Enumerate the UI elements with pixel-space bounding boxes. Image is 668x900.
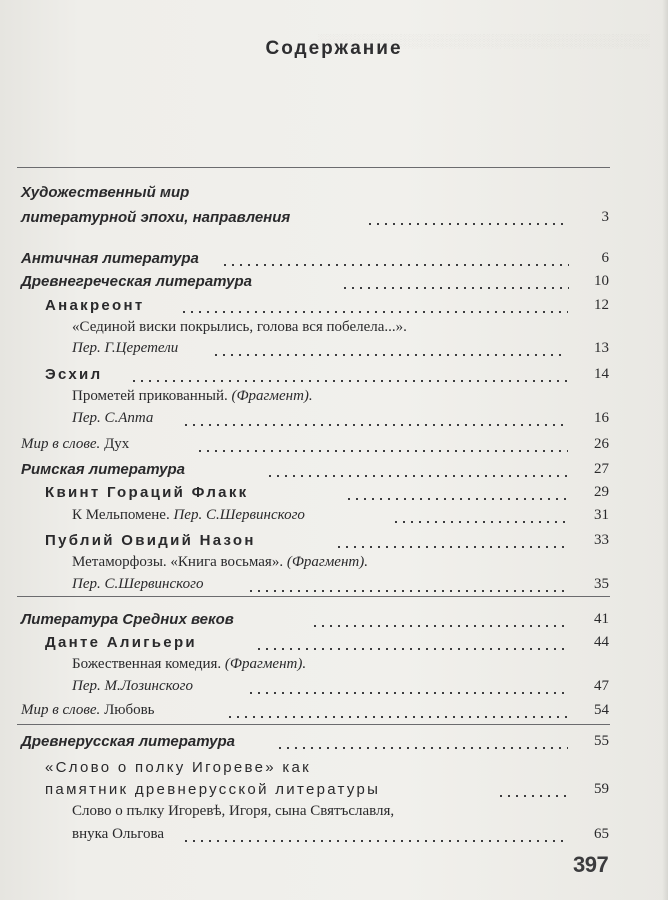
toc-entry-page: 26 <box>594 436 609 452</box>
toc-entry <box>21 733 609 753</box>
toc-entry-title-note: (Фрагмент). <box>231 388 313 404</box>
bleed-through-text: ░░░░░░░░░░░░░░░░░░░░░░░░░░░░░░░░░░░░ <box>318 33 650 48</box>
toc-entry <box>72 826 609 846</box>
toc-entry <box>72 410 609 430</box>
toc-entry <box>21 209 609 229</box>
toc-entry-title: Публий Овидий Назон <box>45 532 256 549</box>
toc-entry-title-main: К Мельпомене. <box>72 507 170 523</box>
toc-entry-title: «Слово о полку Игореве» как <box>45 759 312 776</box>
toc-entry-title: Античная литература <box>21 250 199 267</box>
leader-dots <box>341 273 569 293</box>
leader-dots <box>392 507 566 527</box>
toc-entry <box>72 340 609 360</box>
toc-entry-title-main: Мир в слове. <box>21 702 101 718</box>
toc-entry-page: 16 <box>594 410 609 426</box>
toc-entry-title <box>72 554 368 571</box>
toc-entry-page: 35 <box>594 576 609 592</box>
toc-entry-page: 10 <box>594 273 609 289</box>
toc-entry <box>21 702 609 722</box>
toc-entry <box>72 656 609 676</box>
toc-entry <box>72 388 609 408</box>
toc-entry-page: 6 <box>601 250 609 266</box>
toc-entry <box>21 436 609 456</box>
leader-dots <box>196 436 568 456</box>
toc-entry-title: Данте Алигьери <box>45 634 197 651</box>
toc-entry-title-main: Метаморфозы. «Книга восьмая». <box>72 554 284 570</box>
toc-entry-title: Квинт Гораций Флакк <box>45 484 249 501</box>
toc-entry-title-note: Дух <box>104 436 130 452</box>
toc-entry-page: 59 <box>594 781 609 797</box>
toc-entry-page: 54 <box>594 702 609 718</box>
toc-entry <box>21 250 609 270</box>
toc-entry-title: Древнерусская литература <box>21 733 236 750</box>
toc-entry <box>72 507 609 527</box>
leader-dots <box>221 250 569 270</box>
toc-entry-page: 41 <box>594 611 609 627</box>
leader-dots <box>247 576 566 596</box>
toc-entry-title: Древнегреческая литература <box>21 273 252 290</box>
section-divider <box>17 167 610 168</box>
leader-dots <box>345 484 569 504</box>
leader-dots <box>276 733 568 753</box>
leader-dots <box>366 209 568 229</box>
leader-dots <box>212 340 566 360</box>
toc-entry-title: Пер. С.Апта <box>72 410 154 426</box>
toc-entry-page: 12 <box>594 297 609 313</box>
leader-dots <box>226 702 568 722</box>
toc-entry-title-note: Пер. С.Шервинского <box>173 507 305 523</box>
toc-entry <box>72 319 609 339</box>
toc-entry-title <box>72 507 305 524</box>
toc-entry-title <box>72 388 313 405</box>
toc-entry <box>72 576 609 596</box>
toc-entry-title <box>21 702 155 719</box>
toc-entry-title-note: (Фрагмент). <box>286 554 368 570</box>
toc-entry-page: 31 <box>594 507 609 523</box>
leader-dots <box>182 410 566 430</box>
leader-dots <box>130 366 568 386</box>
leader-dots <box>255 634 569 654</box>
leader-dots <box>182 826 566 846</box>
toc-entry-title <box>72 656 306 673</box>
toc-entry <box>45 366 609 386</box>
toc-entry-title: Эсхил <box>45 366 103 383</box>
toc-entry <box>21 273 609 293</box>
toc-entry-title: Художественный мир <box>21 184 190 201</box>
toc-entry-title-note: Любовь <box>104 702 155 718</box>
toc-entry-page: 13 <box>594 340 609 356</box>
toc-entry-page: 3 <box>601 209 609 225</box>
toc-entry-page: 33 <box>594 532 609 548</box>
toc-entry-title: литературной эпохи, направления <box>21 209 291 226</box>
toc-entry-title: Пер. С.Шервинского <box>72 576 204 592</box>
toc-entry-page: 47 <box>594 678 609 694</box>
toc-entry-page: 44 <box>594 634 609 650</box>
section-divider <box>17 596 610 597</box>
toc-entry-title: Пер. М.Лозинского <box>72 678 193 694</box>
toc-entry-page: 29 <box>594 484 609 500</box>
leader-dots <box>335 532 569 552</box>
toc-entry-title: Пер. Г.Церетели <box>72 340 179 356</box>
page-title: Содержание <box>265 38 403 59</box>
toc-entry <box>21 184 609 204</box>
toc-entry-title: Анакреонт <box>45 297 145 314</box>
toc-entry-title-main: Мир в слове. <box>21 436 101 452</box>
toc-entry-title: Литература Средних веков <box>21 611 234 628</box>
leader-dots <box>497 781 569 801</box>
toc-entry-title: внука Ольгова <box>72 826 165 842</box>
toc-entry-title <box>21 436 129 453</box>
toc-entry-page: 27 <box>594 461 609 477</box>
toc-entry-title: памятник древнерусской литературы <box>45 781 381 798</box>
page-number: 397 <box>573 852 609 877</box>
leader-dots <box>247 678 566 698</box>
toc-entry-page: 65 <box>594 826 609 842</box>
toc-entry-title-note: (Фрагмент). <box>224 656 307 672</box>
toc-entry <box>45 634 609 654</box>
toc-entry <box>45 297 609 317</box>
leader-dots <box>311 611 569 631</box>
toc-entry-title: Слово о пълку Игоревѣ, Игоря, сына Святъславля, <box>72 803 395 819</box>
leader-dots <box>180 297 568 317</box>
toc-entry <box>45 781 609 801</box>
toc-entry <box>21 611 609 631</box>
leader-dots <box>266 461 568 481</box>
toc-entry <box>72 803 609 823</box>
toc-entry-title: Римская литература <box>21 461 186 478</box>
toc-entry <box>72 554 609 574</box>
toc-entry-title: «Сединой виски покрылись, голова вся побелела...». <box>72 319 407 335</box>
toc-entry-page: 14 <box>594 366 609 382</box>
toc-entry-page: 55 <box>594 733 609 749</box>
toc-entry-title-main: Прометей прикованный. <box>72 388 228 404</box>
section-divider <box>17 724 610 725</box>
page-edge-shadow <box>662 0 668 900</box>
toc-entry <box>72 678 609 698</box>
toc-entry <box>45 532 609 552</box>
toc-entry-title-main: Божественная комедия. <box>72 656 222 672</box>
toc-entry <box>21 461 609 481</box>
toc-entry <box>45 484 609 504</box>
toc-entry <box>45 759 609 779</box>
